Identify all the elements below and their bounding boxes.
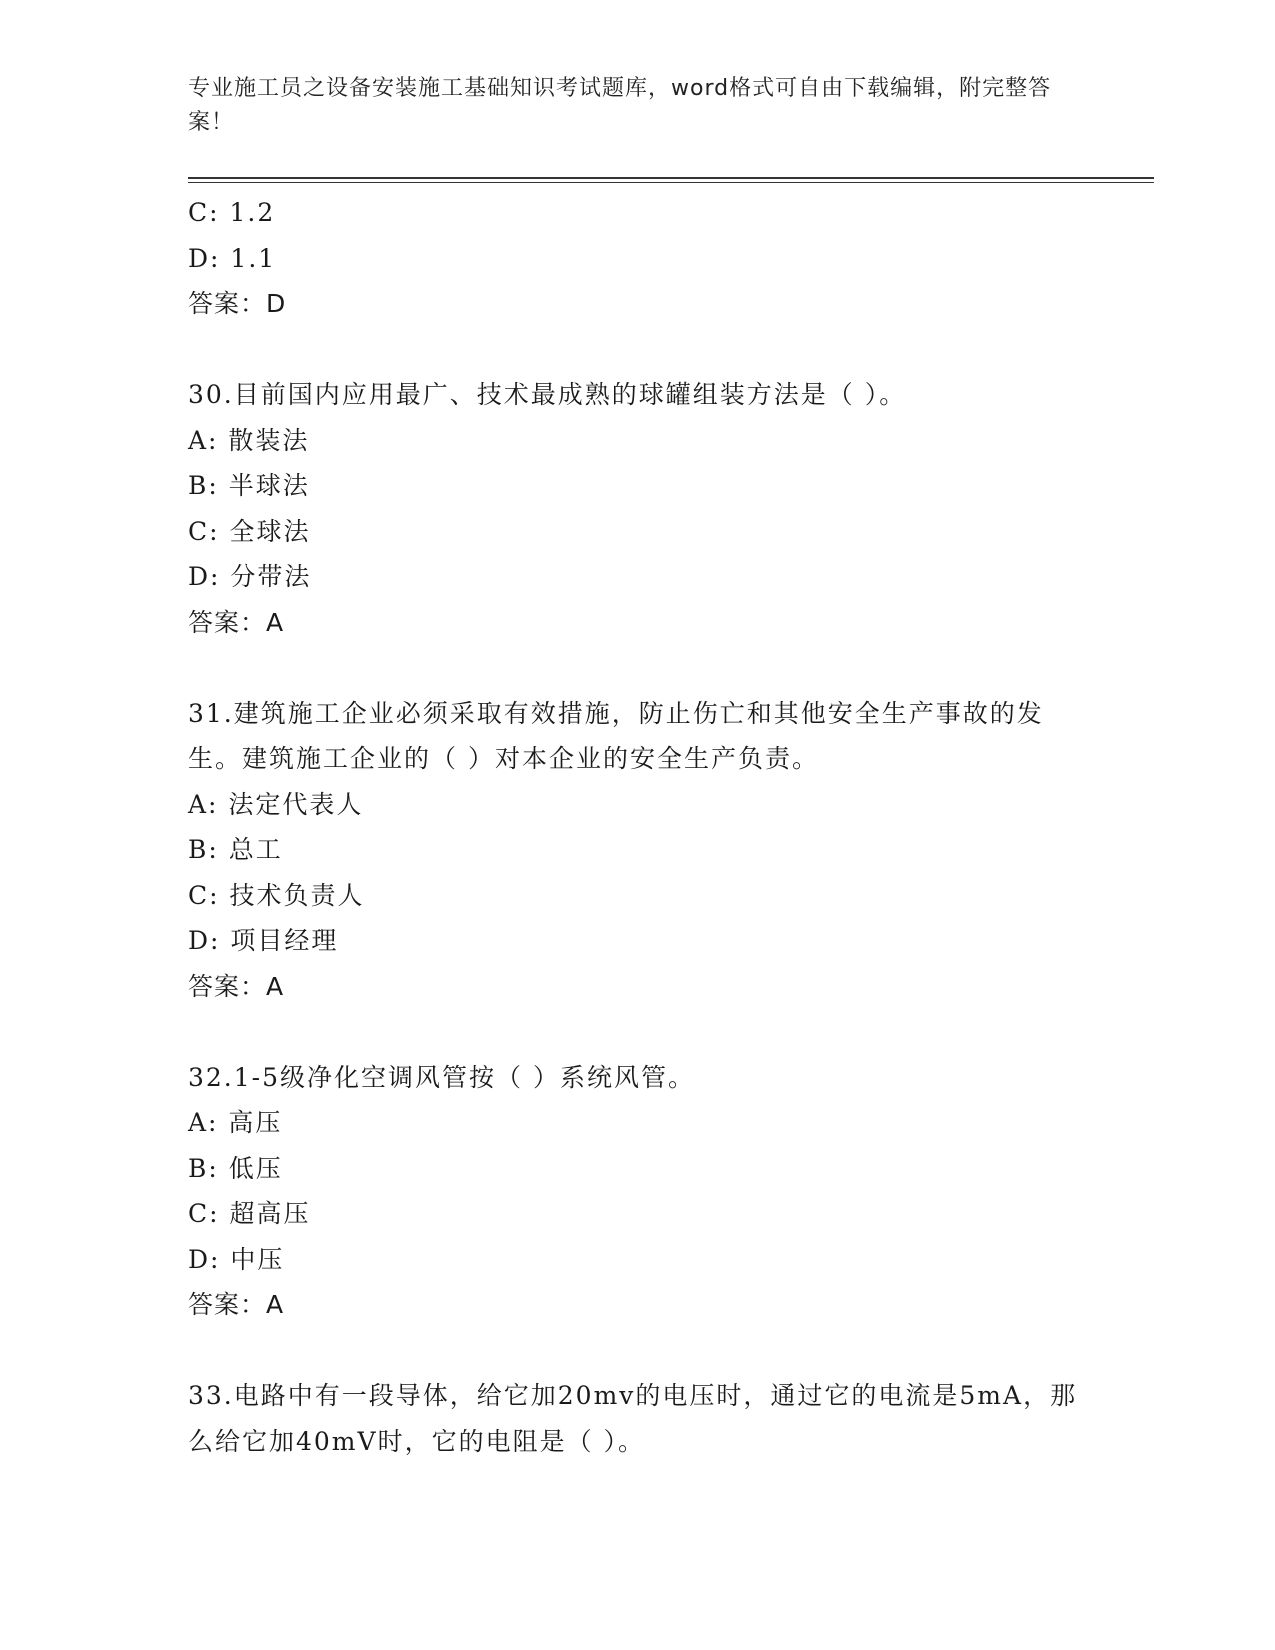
option-a: A: 法定代表人 <box>188 789 364 819</box>
option-b: B: 低压 <box>188 1153 283 1183</box>
answer-line: 答案：D <box>188 289 287 318</box>
question-text: 31.建筑施工企业必须采取有效措施，防止伤亡和其他安全生产事故的发生。建筑施工企业的（ ）对本企业的安全生产负责。 <box>188 698 1044 773</box>
option-a: A: 散装法 <box>188 425 310 455</box>
option-d: D: 中压 <box>188 1244 285 1274</box>
option-c: C: 技术负责人 <box>188 880 365 910</box>
question-text: 32.1-5级净化空调风管按（ ）系统风管。 <box>188 1062 695 1092</box>
answer-line: 答案：A <box>188 971 285 1001</box>
answer-line: 答案：A <box>188 1290 285 1319</box>
option-d: D: 1.1 <box>188 243 277 273</box>
option-a: A: 高压 <box>188 1108 283 1137</box>
option-c: C: 1.2 <box>188 198 276 227</box>
option-c: C: 超高压 <box>188 1199 311 1228</box>
question-text: 33.电路中有一段导体，给它加20mv的电压时，通过它的电流是5mA，那么给它加40mV时，它的电阻是（ ）。 <box>188 1381 1078 1456</box>
document-header: 专业施工员之设备安装施工基础知识考试题库，word格式可自由下载编辑，附完整答案！ <box>188 76 1052 135</box>
question-list <box>188 190 1088 1464</box>
question-31 <box>188 691 1088 1010</box>
question-30 <box>188 372 1088 645</box>
option-b: B: 半球法 <box>188 471 310 500</box>
continued-question <box>188 190 1088 327</box>
header-divider-thick <box>188 177 1154 179</box>
question-33 <box>188 1373 1088 1464</box>
option-b: B: 总工 <box>188 835 283 864</box>
question-text: 30.目前国内应用最广、技术最成熟的球罐组装方法是（ ）。 <box>188 380 907 409</box>
answer-line: 答案：A <box>188 607 285 637</box>
question-32 <box>188 1055 1088 1328</box>
header-divider-thin <box>188 182 1154 183</box>
option-c: C: 全球法 <box>188 516 311 546</box>
option-d: D: 项目经理 <box>188 926 339 955</box>
option-d: D: 分带法 <box>188 562 312 591</box>
